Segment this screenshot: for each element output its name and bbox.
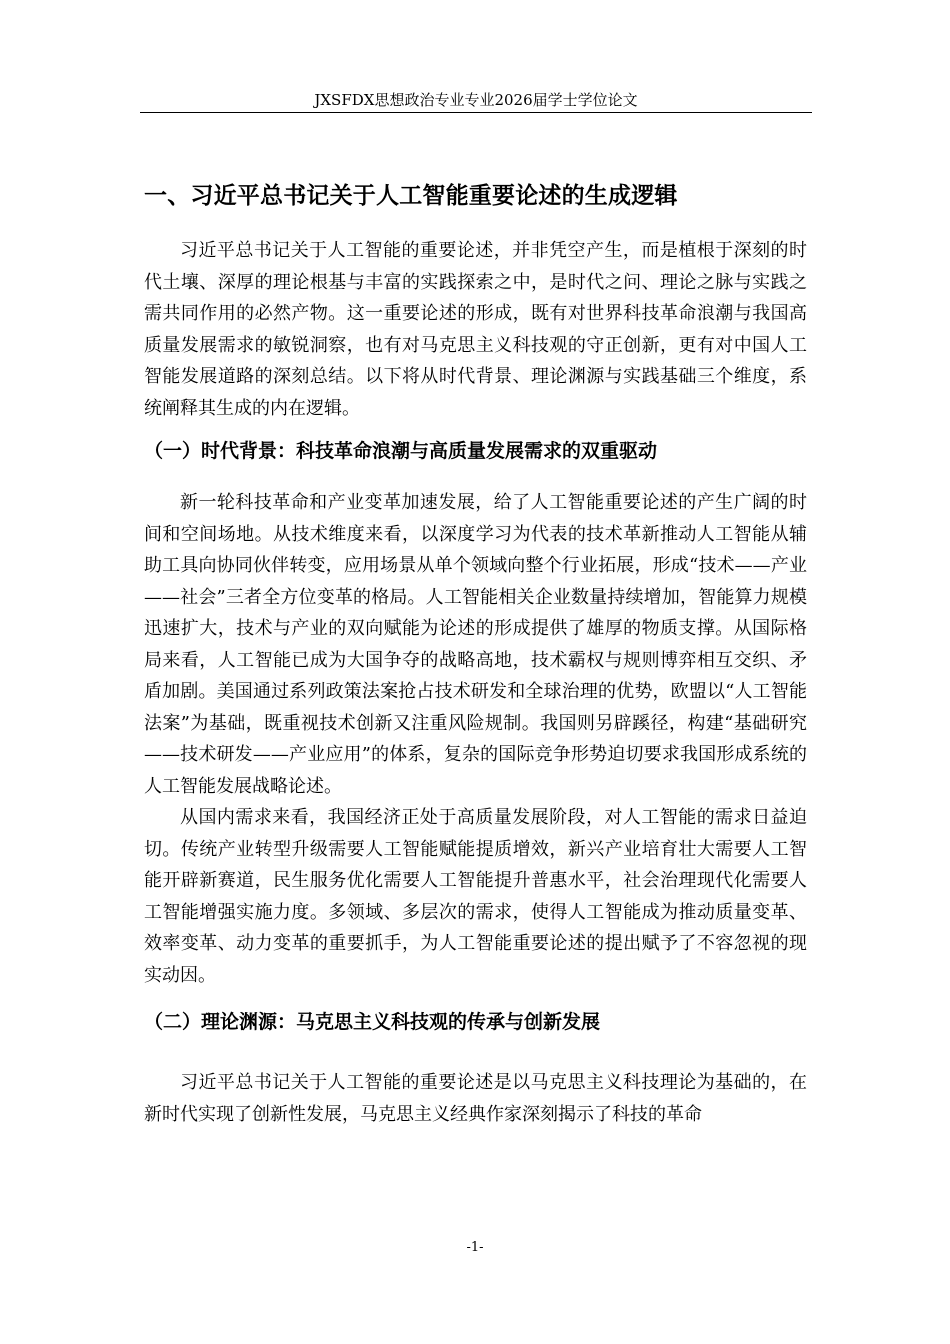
subsection-1-paragraph-2: 从国内需求来看，我国经济正处于高质量发展阶段，对人工智能的需求日益迫切。传统产业转型升级需要人工智能赋能提质增效，新兴产业培育壮大需要人工智能开辟新赛道，民生服务优化需要人工智能提升普惠水平，社会治理现代化需要人工智能增强实施力度。多领域、多层次的需求，使得人工智能成为推动质量变革、效率变革、动力变革的重要抓手，为人工智能重要论述的提出赋予了不容忽视的现实动因。 xyxy=(144,807,807,986)
subsection-1-title: （一）时代背景：科技革命浪潮与高质量发展需求的双重驱动 xyxy=(144,440,658,462)
running-header: JXSFDX思想政治专业专业2026届学士学位论文 xyxy=(314,91,638,109)
header-rule xyxy=(140,112,812,113)
page-body xyxy=(144,178,807,1130)
section-title: 一、习近平总书记关于人工智能重要论述的生成逻辑 xyxy=(144,183,678,209)
section-intro-paragraph: 习近平总书记关于人工智能的重要论述，并非凭空产生，而是植根于深刻的时代土壤、深厚的理论根基与丰富的实践探索之中，是时代之问、理论之脉与实践之需共同作用的必然产物。这一重要论述的形成，既有对世界科技革命浪潮与我国高质量发展需求的敏锐洞察，也有对马克思主义科技观的守正创新，更有对中国人工智能发展道路的深刻总结。以下将从时代背景、理论渊源与实践基础三个维度，系统阐释其生成的内在逻辑。 xyxy=(144,240,807,419)
subsection-2-title: （二）理论渊源：马克思主义科技观的传承与创新发展 xyxy=(144,1011,601,1033)
page-number: -1- xyxy=(466,1240,484,1255)
subsection-1-paragraph-1: 新一轮科技革命和产业变革加速发展，给了人工智能重要论述的产生广阔的时间和空间场地。从技术维度来看，以深度学习为代表的技术革新推动人工智能从辅助工具向协同伙伴转变，应用场景从单个领域向整个行业拓展，形成“技术——产业——社会”三者全方位变革的格局。人工智能相关企业数量持续增加，智能算力规模迅速扩大，技术与产业的双向赋能为论述的形成提供了雄厚的物质支撑。从国际格局来看，人工智能已成为大国争夺的战略高地，技术霸权与规则博弈相互交织、矛盾加剧。美国通过系列政策法案抢占技术研发和全球治理的优势，欧盟以“人工智能法案”为基础，既重视技术创新又注重风险规制。我国则另辟蹊径，构建“基础研究——技术研发——产业应用”的体系，复杂的国际竞争形势迫切要求我国形成系统的人工智能发展战略论述。 xyxy=(144,492,807,797)
subsection-2-paragraph-1: 习近平总书记关于人工智能的重要论述是以马克思主义科技理论为基础的，在新时代实现了创新性发展，马克思主义经典作家深刻揭示了科技的革命 xyxy=(144,1072,807,1125)
